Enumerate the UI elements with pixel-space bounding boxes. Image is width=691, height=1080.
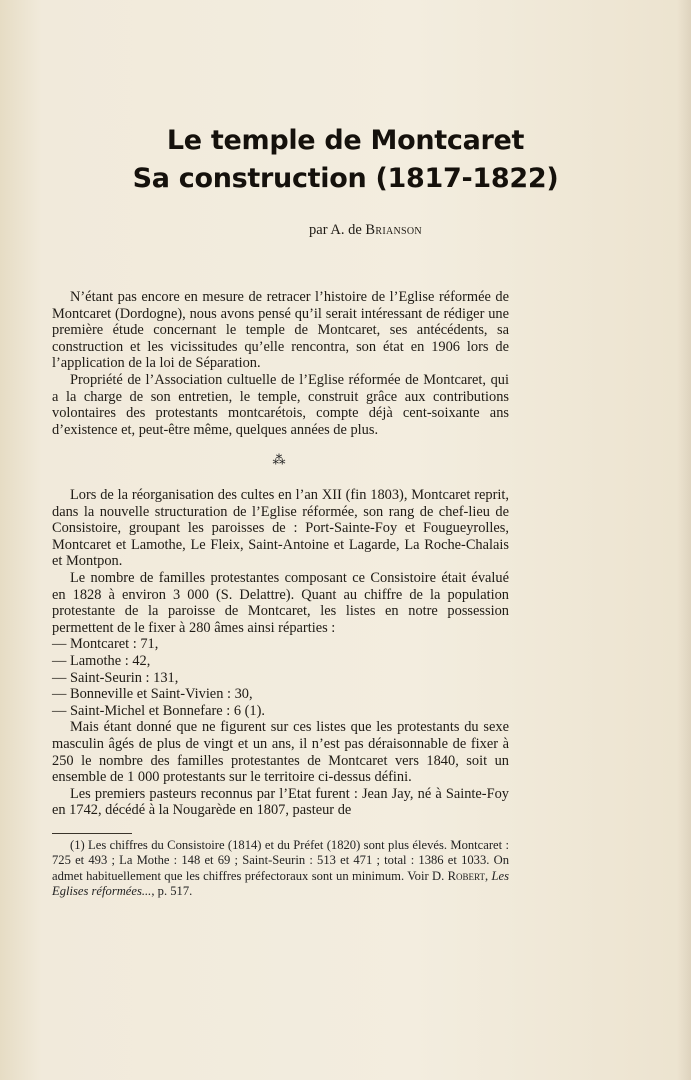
- footnote-page-ref: , p. 517.: [151, 884, 193, 899]
- title-line-1: Le temple de Montcaret: [166, 125, 525, 156]
- list-item: — Saint-Seurin : 131,: [52, 669, 179, 686]
- footnote-comma: ,: [484, 868, 489, 883]
- main-paragraph-4: Les premiers pasteurs reconnus par l’Etat furent : Jean Jay, né à Sainte-Foy en 1742, décédé à la Nougarède en 1807, pasteur de: [52, 785, 509, 819]
- byline-prefix: par A. de: [309, 222, 362, 238]
- page-edge-shadow: [677, 0, 691, 1080]
- byline-author: Brianson: [365, 222, 422, 238]
- footnote-rule: [52, 833, 132, 834]
- list-item: — Montcaret : 71,: [52, 636, 159, 653]
- footnote-author: Robert: [447, 868, 485, 883]
- intro-paragraph-2: Propriété de l’Association cultuelle de l’Eglise réformée de Montcaret, qui a la charge de son entretien, le temple, construit grâce aux contributions volontaires des protestants montcarétois, compte déjà cent-soixante ans d’existence et, peut-être même, quelques années de plus.: [52, 371, 509, 438]
- main-paragraph-1: Lors de la réorganisation des cultes en l’an XII (fin 1803), Montcaret reprit, dans la nouvelle structuration de l’Eglise réformée, son rang de chef-lieu de Consistoire, groupant les paroisses de : Port-Sainte-Foy et Fougueyrolles, Montcaret et Lamothe, Le Fleix, Saint-Antoine et Lagarde, La Roche-Chalais et Montpon.: [52, 487, 509, 570]
- footnote: [52, 838, 509, 900]
- list-item: — Lamothe : 42,: [52, 652, 151, 669]
- article-title: [0, 122, 691, 198]
- main-section: [52, 487, 509, 819]
- intro-section: [52, 289, 509, 438]
- byline: [0, 222, 691, 239]
- main-paragraph-3: Mais étant donné que ne figurent sur ces listes que les protestants du sexe masculin âgés de plus de vingt et un ans, il n’est pas déraisonnable de fixer à 250 le nombre des familles protestantes de Montcaret vers 1840, soit un ensemble de 1 000 protestants sur le territoire ci-dessus défini.: [52, 719, 509, 786]
- main-paragraph-2: Le nombre de familles protestantes composant ce Consistoire était évalué en 1828 à environ 3 000 (S. Delattre). Quant au chiffre de la population protestante de la paroisse de Montcaret, les listes en notre possession permettent de le fixer à 280 âmes ainsi réparties :: [52, 569, 509, 636]
- list-item: — Saint-Michel et Bonnefare : 6 (1).: [52, 702, 265, 719]
- intro-paragraph-1: N’étant pas encore en mesure de retracer l’histoire de l’Eglise réformée de Montcaret (Dordogne), nous avons pensé qu’il serait intéressant de rédiger une première étude concernant le temple de Montcaret, ses antécédents, sa construction et les vicissitudes qu’elle rencontra, son état en 1906 lors de l’application de la loi de Séparation.: [52, 289, 509, 372]
- list-item: — Bonneville et Saint-Vivien : 30,: [52, 686, 253, 703]
- footnote-work-title: Les Eglises réformées...: [52, 868, 509, 899]
- footnote-text: (1) Les chiffres du Consistoire (1814) et du Préfet (1820) sont plus élevés. Montcaret : 725 et 493 ; La Mothe : 148 et 69 ; Saint-Seurin : 513 et 471 ; total : 1386 et 1033. On admet habituellement que les chiffres préfectoraux sont un minimum. Voir D.: [52, 838, 509, 883]
- title-line-2: Sa construction (1817-1822): [132, 163, 559, 194]
- section-separator-asterism: ⁂: [272, 452, 286, 467]
